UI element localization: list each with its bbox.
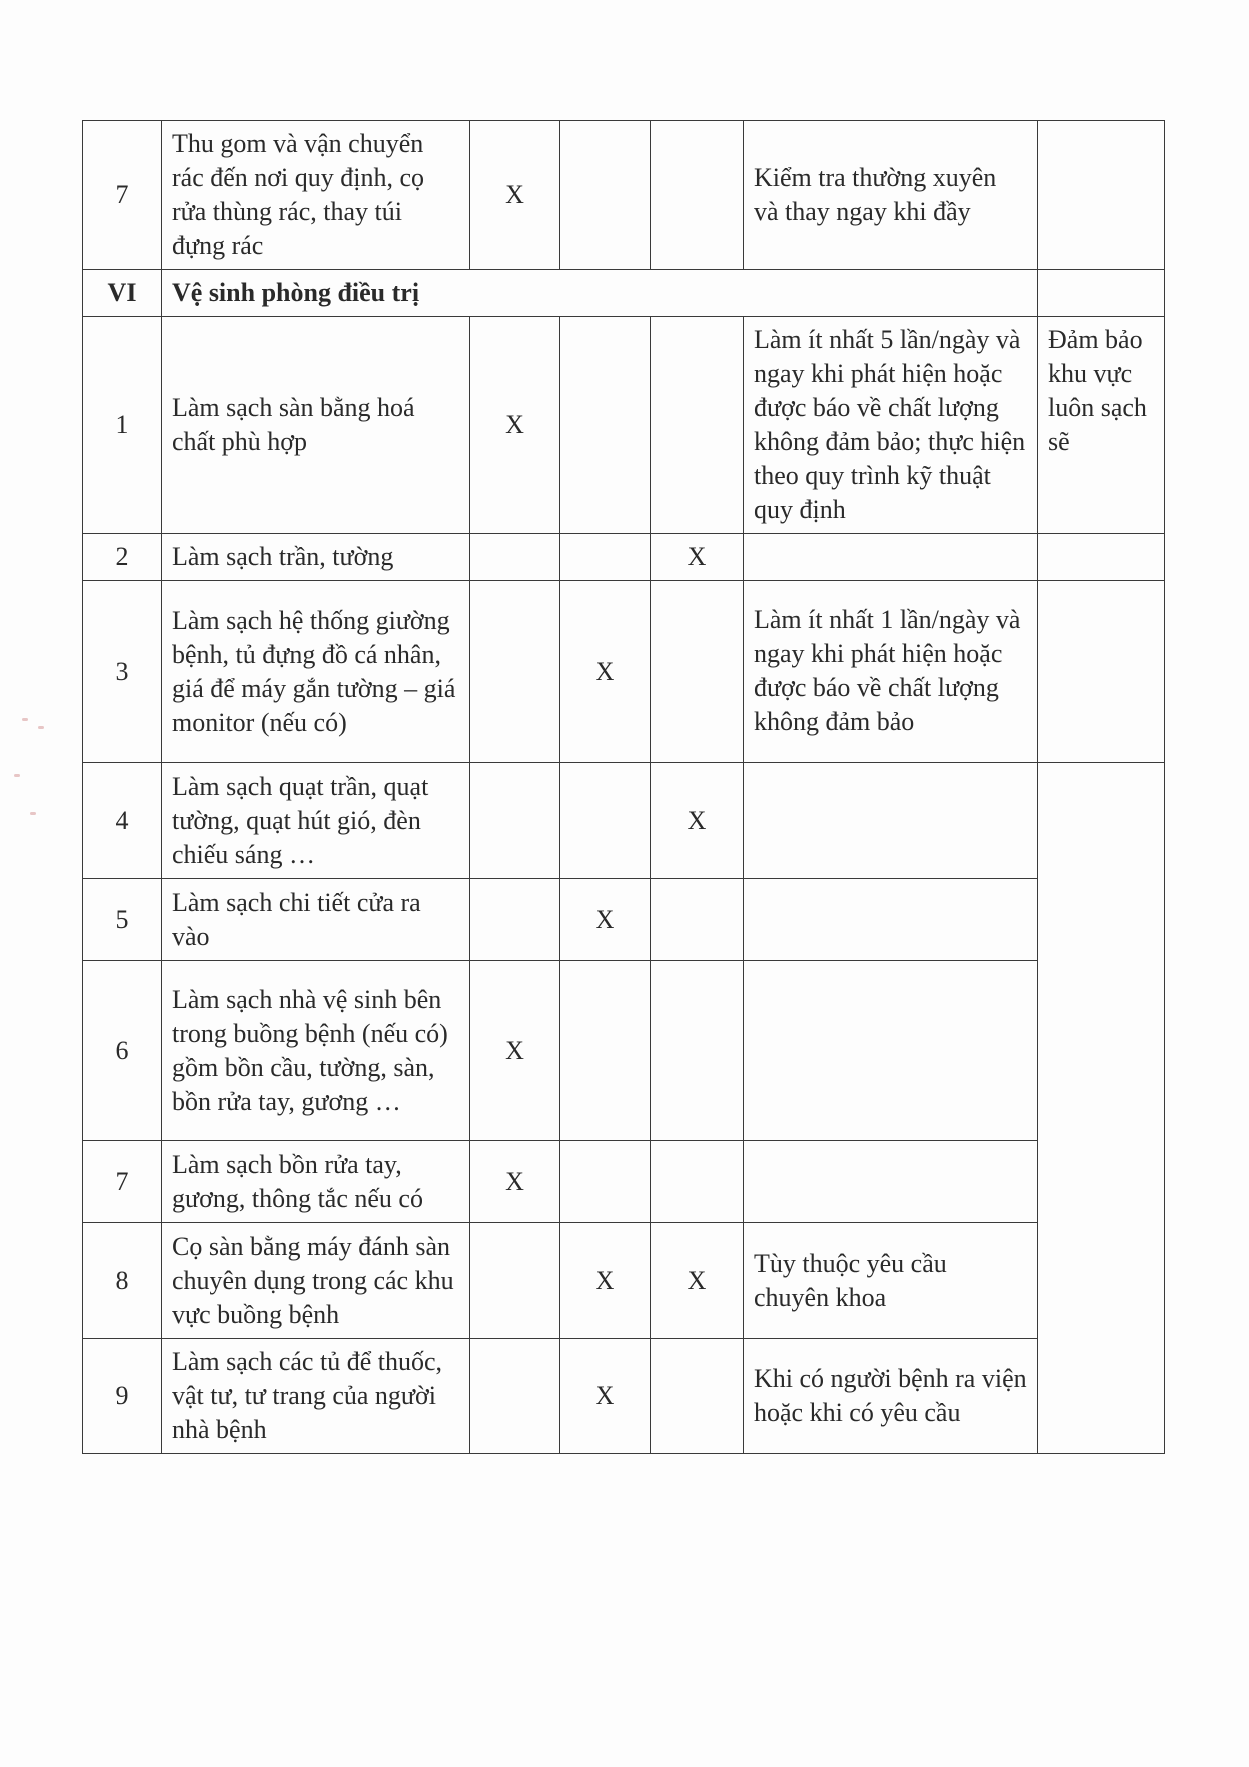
task-description: Làm sạch sàn bằng hoá chất phù hợp [162,317,470,534]
remark-cell [1038,581,1165,763]
frequency-mark [470,534,560,581]
row-number: 7 [83,121,162,270]
table-row [83,1141,1165,1223]
frequency-mark: X [651,534,744,581]
row-number: 9 [83,1339,162,1454]
task-description: Làm sạch hệ thống giường bệnh, tủ đựng đồ cá nhân, giá để máy gắn tường – giá monitor (nếu có) [162,581,470,763]
requirement-note [744,1141,1038,1223]
row-number: 4 [83,763,162,879]
frequency-mark [560,534,651,581]
table-row [83,1339,1165,1454]
frequency-mark [560,121,651,270]
row-number: 6 [83,961,162,1141]
row-number: 7 [83,1141,162,1223]
frequency-mark: X [560,879,651,961]
task-description: Làm sạch trần, tường [162,534,470,581]
task-description: Cọ sàn bằng máy đánh sàn chuyên dụng trong các khu vực buồng bệnh [162,1223,470,1339]
frequency-mark [470,1223,560,1339]
table-row [83,879,1165,961]
requirement-note: Kiểm tra thường xuyên và thay ngay khi đầy [744,121,1038,270]
remark-text: Đảm bảo khu vực luôn sạch sẽ [1038,317,1165,534]
frequency-mark: X [651,763,744,879]
frequency-mark [560,1141,651,1223]
scan-mark [22,718,28,721]
scan-mark [30,812,36,815]
table-row [83,763,1165,879]
frequency-mark: X [470,1141,560,1223]
requirement-note [744,961,1038,1141]
frequency-mark [470,763,560,879]
frequency-mark: X [560,1339,651,1454]
frequency-mark [560,763,651,879]
task-description: Làm sạch các tủ để thuốc, vật tư, tư trang của người nhà bệnh [162,1339,470,1454]
task-description: Làm sạch nhà vệ sinh bên trong buồng bệnh (nếu có) gồm bồn cầu, tường, sàn, bồn rửa tay, gương … [162,961,470,1141]
frequency-mark [651,1141,744,1223]
section-number: VI [83,270,162,317]
remark-merged-cell [1038,763,1165,1454]
frequency-mark [560,317,651,534]
frequency-mark: X [560,1223,651,1339]
row-number: 5 [83,879,162,961]
frequency-mark: X [651,1223,744,1339]
task-description: Làm sạch chi tiết cửa ra vào [162,879,470,961]
frequency-mark: X [560,581,651,763]
frequency-mark [470,581,560,763]
section-title: Vệ sinh phòng điều trị [162,270,1038,317]
section-row [83,270,1165,317]
requirement-note [744,879,1038,961]
frequency-mark [651,879,744,961]
requirement-note: Khi có người bệnh ra viện hoặc khi có yêu cầu [744,1339,1038,1454]
task-description: Làm sạch bồn rửa tay, gương, thông tắc nếu có [162,1141,470,1223]
remark-cell [1038,534,1165,581]
task-description: Làm sạch quạt trần, quạt tường, quạt hút gió, đèn chiếu sáng … [162,763,470,879]
task-description: Thu gom và vận chuyển rác đến nơi quy định, cọ rửa thùng rác, thay túi đựng rác [162,121,470,270]
row-number: 1 [83,317,162,534]
frequency-mark [470,1339,560,1454]
frequency-mark [470,879,560,961]
table-row [83,121,1165,270]
frequency-mark [651,317,744,534]
table-row [83,317,1165,534]
frequency-mark [651,121,744,270]
row-number: 8 [83,1223,162,1339]
table-row [83,534,1165,581]
table-row [83,581,1165,763]
remark-cell [1038,270,1165,317]
requirement-note: Tùy thuộc yêu cầu chuyên khoa [744,1223,1038,1339]
frequency-mark [651,581,744,763]
frequency-mark [560,961,651,1141]
requirement-note: Làm ít nhất 1 lần/ngày và ngay khi phát hiện hoặc được báo về chất lượng không đảm bảo [744,581,1038,763]
frequency-mark: X [470,961,560,1141]
scan-mark [14,774,20,777]
requirement-note: Làm ít nhất 5 lần/ngày và ngay khi phát hiện hoặc được báo về chất lượng không đảm bảo; thực hiện theo quy trình kỹ thuật quy định [744,317,1038,534]
frequency-mark: X [470,317,560,534]
frequency-mark [651,961,744,1141]
row-number: 3 [83,581,162,763]
requirement-note [744,534,1038,581]
frequency-mark: X [470,121,560,270]
requirement-note [744,763,1038,879]
remark-cell [1038,121,1165,270]
table-row [83,961,1165,1141]
cleaning-schedule-table [82,120,1165,1454]
table-row [83,1223,1165,1339]
frequency-mark [651,1339,744,1454]
scan-mark [38,726,44,729]
row-number: 2 [83,534,162,581]
